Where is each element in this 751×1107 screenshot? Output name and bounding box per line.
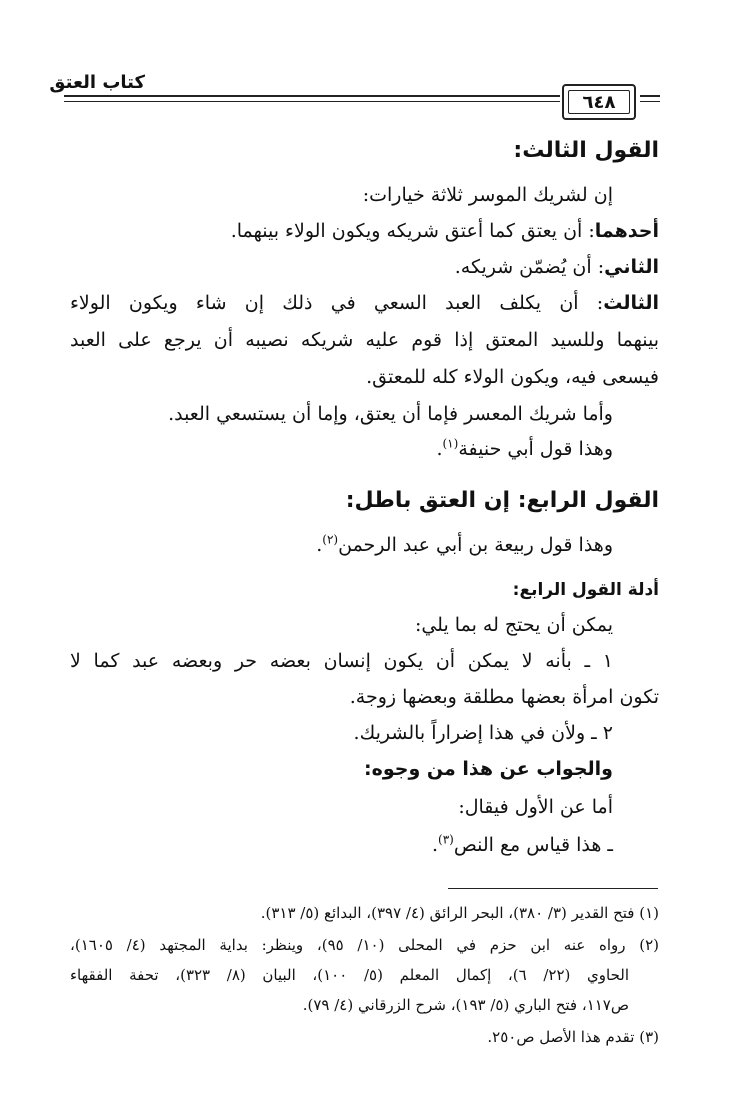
line-text: . bbox=[316, 534, 323, 556]
paragraph-line: يمكن أن يحتج له بما يلي: bbox=[414, 614, 613, 636]
option-label: الثالث bbox=[603, 292, 659, 314]
option-text: : أن يكلف العبد السعي في ذلك إن شاء ويكون الولاء bbox=[70, 292, 604, 314]
paragraph-line: ١ ـ بأنه لا يمكن أن يكون إنسان بعضه حر وبعضه عبد كما لا bbox=[70, 650, 613, 672]
page-number-box bbox=[562, 84, 636, 120]
header-rule bbox=[640, 95, 660, 97]
paragraph-line: ٢ ـ ولأن في هذا إضراراً بالشريك. bbox=[353, 722, 613, 744]
paragraph-line bbox=[436, 436, 613, 462]
line-text: وهذا قول ربيعة بن أبي عبد الرحمن bbox=[338, 534, 613, 556]
option-label: أحدهما bbox=[594, 220, 659, 242]
page-number: ٦٤٨ bbox=[568, 90, 630, 114]
subsection-heading: أدلة القول الرابع: bbox=[512, 580, 659, 600]
paragraph-line bbox=[316, 532, 613, 558]
paragraph-line bbox=[70, 290, 659, 316]
paragraph-line: إن لشريك الموسر ثلاثة خيارات: bbox=[362, 184, 613, 206]
line-text: ـ هذا قياس مع النص bbox=[453, 834, 613, 856]
footnote-ref: (٣) bbox=[438, 832, 454, 847]
section-heading: القول الرابع: إن العتق باطل: bbox=[345, 488, 659, 513]
footnote: (١) فتح القدير (٣/ ٣٨٠)، البحر الرائق (٤/ ٣٩٧)، البدائع (٥/ ٣١٣). bbox=[260, 904, 659, 922]
line-text: . bbox=[431, 834, 438, 856]
paragraph-line: تكون امرأة بعضها مطلقة وبعضها زوجة. bbox=[349, 686, 659, 708]
footnote-ref: (٢) bbox=[322, 532, 339, 547]
paragraph-line: أما عن الأول فيقال: bbox=[458, 796, 613, 818]
paragraph-line: والجواب عن هذا من وجوه: bbox=[364, 758, 613, 780]
line-text: وهذا قول أبي حنيفة bbox=[458, 438, 613, 460]
footnote-continuation: ص١١٧، فتح الباري (٥/ ١٩٣)، شرح الزرقاني (٤/ ٧٩). bbox=[302, 996, 629, 1014]
running-head-title: كتاب العتق bbox=[49, 72, 145, 93]
paragraph-line: فيسعى فيه، ويكون الولاء كله للمعتق. bbox=[366, 366, 659, 388]
footnote: (٣) تقدم هذا الأصل ص٢٥٠. bbox=[487, 1028, 659, 1046]
footnote-ref: (١) bbox=[442, 436, 459, 451]
footnote-continuation: الحاوي (٢٢/ ٦)، إكمال المعلم (٥/ ١٠٠)، البيان (٨/ ٣٢٣)، تحفة الفقهاء bbox=[70, 966, 630, 984]
header-rule bbox=[64, 95, 560, 97]
paragraph-line: بينهما وللسيد المعتق إذا قوم عليه شريكه نصيبه أن يرجع على العبد bbox=[70, 329, 659, 351]
line-text: . bbox=[436, 438, 443, 460]
header-rule bbox=[64, 101, 560, 102]
section-heading: القول الثالث: bbox=[513, 138, 659, 163]
paragraph-line: وأما شريك المعسر فإما أن يعتق، وإما أن يستسعي العبد. bbox=[168, 403, 613, 425]
footnote-separator bbox=[448, 888, 658, 889]
option-text: : أن يُضمّن شريكه. bbox=[454, 256, 605, 278]
header-rule bbox=[640, 101, 660, 102]
option-label: الثاني bbox=[604, 256, 659, 278]
paragraph-line bbox=[455, 254, 659, 280]
footnote: (٢) رواه عنه ابن حزم في المحلى (١٠/ ٩٥)، وينظر: بداية المجتهد (٤/ ١٦٠٥)، bbox=[70, 936, 659, 954]
paragraph-line bbox=[432, 832, 613, 858]
option-text: : أن يعتق كما أعتق شريكه ويكون الولاء بينهما. bbox=[230, 220, 595, 242]
paragraph-line bbox=[231, 218, 659, 244]
